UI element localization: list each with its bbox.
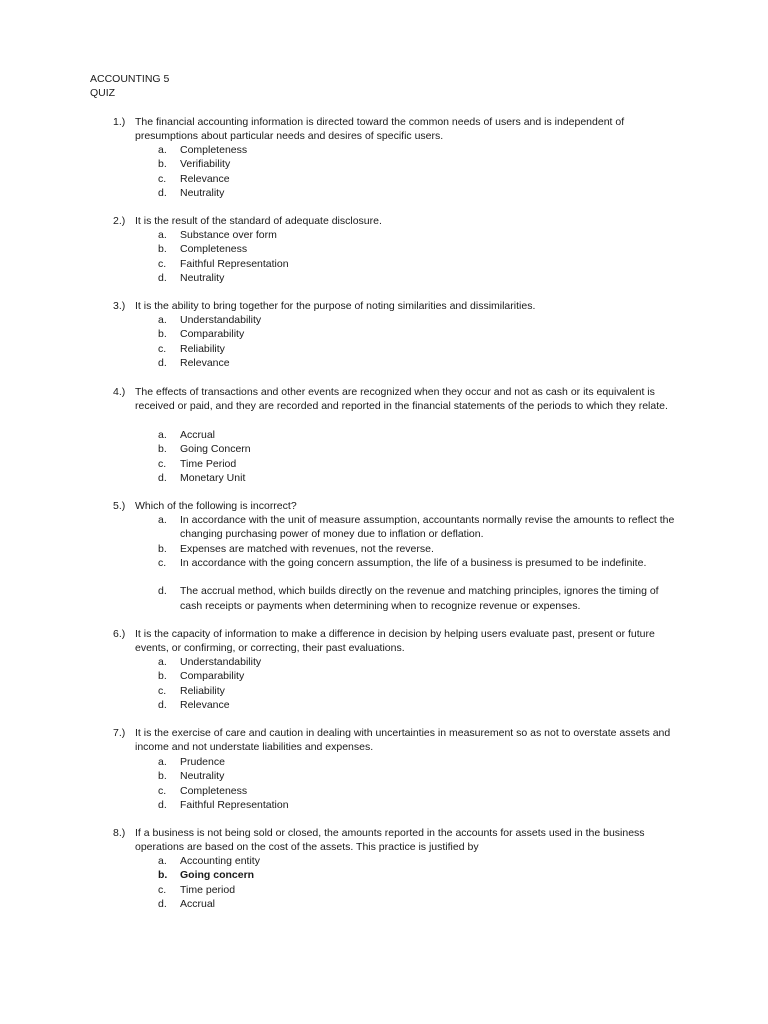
option-text: Completeness xyxy=(180,144,248,156)
question-number: 5.) xyxy=(113,500,126,512)
option-text: Neutrality xyxy=(180,271,225,284)
option-letter: b. xyxy=(158,670,167,683)
option xyxy=(0,556,768,585)
option xyxy=(0,584,768,613)
option xyxy=(0,669,768,683)
option-text: In accordance with the unit of measure assumption, accountants normally revise the amounts to reflect the changing purchasing power of money due to inflation or deflation. xyxy=(180,514,675,541)
option-letter: a. xyxy=(158,756,167,768)
option-text: Completeness xyxy=(180,784,248,797)
option-letter: c. xyxy=(158,684,167,697)
option-letter: d. xyxy=(158,271,167,284)
option-text: Understandability xyxy=(180,656,262,668)
option-letter: d. xyxy=(158,698,167,711)
option xyxy=(0,157,768,171)
option-letter: c. xyxy=(158,883,167,896)
option xyxy=(0,257,768,271)
option xyxy=(0,655,768,669)
option-text: Accrual xyxy=(180,897,216,910)
question-text: If a business is not being sold or closed, the amounts reported in the accounts for assets used in the business operations are based on the cost of the assets. This practice is justified by xyxy=(135,827,645,854)
option-text: Going concern xyxy=(180,869,255,882)
option xyxy=(0,271,768,285)
course-title: ACCOUNTING 5 xyxy=(90,73,170,85)
option xyxy=(0,769,768,783)
option-letter: d. xyxy=(158,356,167,369)
option xyxy=(0,684,768,698)
question-number: 8.) xyxy=(113,827,126,839)
quiz-label: QUIZ xyxy=(90,87,116,100)
options-8 xyxy=(0,854,768,911)
option xyxy=(0,186,768,200)
options-1 xyxy=(0,143,768,200)
options-4 xyxy=(0,428,768,485)
option-text: Monetary Unit xyxy=(180,471,246,484)
option-letter: c. xyxy=(158,457,167,470)
option-letter: d. xyxy=(158,798,167,811)
option-text: Verifiability xyxy=(180,158,231,171)
option-text: Relevance xyxy=(180,172,230,185)
question-text: The financial accounting information is directed toward the common needs of users and is independent of presumptions about particular needs and desires of specific users. xyxy=(135,116,625,143)
option-letter: a. xyxy=(158,514,167,526)
option xyxy=(0,542,768,556)
option-text: Expenses are matched with revenues, not the reverse. xyxy=(180,542,434,555)
option xyxy=(0,242,768,256)
question-number: 6.) xyxy=(113,628,126,640)
option xyxy=(0,784,768,798)
option-text: The accrual method, which builds directly on the revenue and matching principles, ignores the timing of cash receipts or payments when determining when to recognize revenue or expenses. xyxy=(180,585,659,612)
options-7 xyxy=(0,755,768,812)
option xyxy=(0,442,768,456)
question-number: 1.) xyxy=(113,116,126,128)
option xyxy=(0,854,768,868)
options-5 xyxy=(0,513,768,613)
option-letter: b. xyxy=(158,243,167,256)
option-letter: d. xyxy=(158,897,167,910)
option-text: Going Concern xyxy=(180,443,251,456)
question-text: It is the ability to bring together for the purpose of noting similarities and dissimilarities. xyxy=(135,300,536,312)
option-text: In accordance with the going concern assumption, the life of a business is presumed to be indefinite. xyxy=(180,556,647,569)
option-text: Reliability xyxy=(180,342,225,355)
option-letter: d. xyxy=(158,585,167,598)
option-text: Accrual xyxy=(180,429,216,441)
option-letter: d. xyxy=(158,186,167,199)
question-number: 4.) xyxy=(113,386,126,398)
option-text: Substance over form xyxy=(180,229,277,241)
option xyxy=(0,457,768,471)
option-text: Time period xyxy=(180,883,236,896)
question-text: It is the result of the standard of adequate disclosure. xyxy=(135,215,382,227)
option-text: Comparability xyxy=(180,328,245,341)
option xyxy=(0,342,768,356)
option-text: Faithful Representation xyxy=(180,257,289,270)
option-letter: d. xyxy=(158,471,167,484)
options-6 xyxy=(0,655,768,712)
option xyxy=(0,428,768,442)
option-text: Understandability xyxy=(180,314,262,326)
option-text: Accounting entity xyxy=(180,855,260,867)
option xyxy=(0,513,768,542)
option-text: Prudence xyxy=(180,756,225,768)
option xyxy=(0,755,768,769)
option-letter: b. xyxy=(158,869,168,882)
option xyxy=(0,327,768,341)
option xyxy=(0,471,768,485)
option-text: Reliability xyxy=(180,684,225,697)
question-text: The effects of transactions and other events are recognized when they occur and not as cash or its equivalent is received or paid, and they are recorded and reported in the financial statements of the periods to which they relate. xyxy=(135,386,668,413)
option-letter: a. xyxy=(158,656,167,668)
option-text: Comparability xyxy=(180,670,245,683)
option-letter: c. xyxy=(158,784,167,797)
options-3 xyxy=(0,313,768,370)
question-number: 2.) xyxy=(113,215,126,227)
header xyxy=(90,72,169,101)
option-letter: b. xyxy=(158,328,167,341)
option-text: Neutrality xyxy=(180,186,225,199)
option-letter: c. xyxy=(158,556,167,569)
option-answer xyxy=(0,868,768,882)
option xyxy=(0,228,768,242)
question-number: 3.) xyxy=(113,300,126,312)
option xyxy=(0,698,768,712)
option xyxy=(0,356,768,370)
option-text: Neutrality xyxy=(180,770,225,783)
option xyxy=(0,897,768,911)
option-letter: b. xyxy=(158,542,167,555)
question-text: It is the capacity of information to make a difference in decision by helping users evaluate past, present or future events, or confirming, or correcting, their past evaluations. xyxy=(135,628,655,655)
option-letter: a. xyxy=(158,229,167,241)
question-text: It is the exercise of care and caution in dealing with uncertainties in measurement so as not to overstate assets and income and not understate liabilities and expenses. xyxy=(135,727,671,754)
option xyxy=(0,798,768,812)
option-text: Relevance xyxy=(180,698,230,711)
option-letter: c. xyxy=(158,342,167,355)
option-letter: b. xyxy=(158,770,167,783)
question-number: 7.) xyxy=(113,727,126,739)
option-letter: b. xyxy=(158,443,167,456)
option-letter: a. xyxy=(158,144,167,156)
option xyxy=(0,143,768,157)
options-2 xyxy=(0,228,768,285)
option-letter: a. xyxy=(158,314,167,326)
option-text: Faithful Representation xyxy=(180,798,289,811)
option-text: Relevance xyxy=(180,356,230,369)
option-text: Time Period xyxy=(180,457,237,470)
option xyxy=(0,313,768,327)
option-letter: c. xyxy=(158,257,167,270)
option xyxy=(0,172,768,186)
option-text: Completeness xyxy=(180,243,248,256)
option-letter: c. xyxy=(158,172,167,185)
option-letter: b. xyxy=(158,158,167,171)
option-letter: a. xyxy=(158,429,167,441)
option-letter: a. xyxy=(158,855,167,867)
option xyxy=(0,883,768,897)
question-text: Which of the following is incorrect? xyxy=(135,500,297,512)
